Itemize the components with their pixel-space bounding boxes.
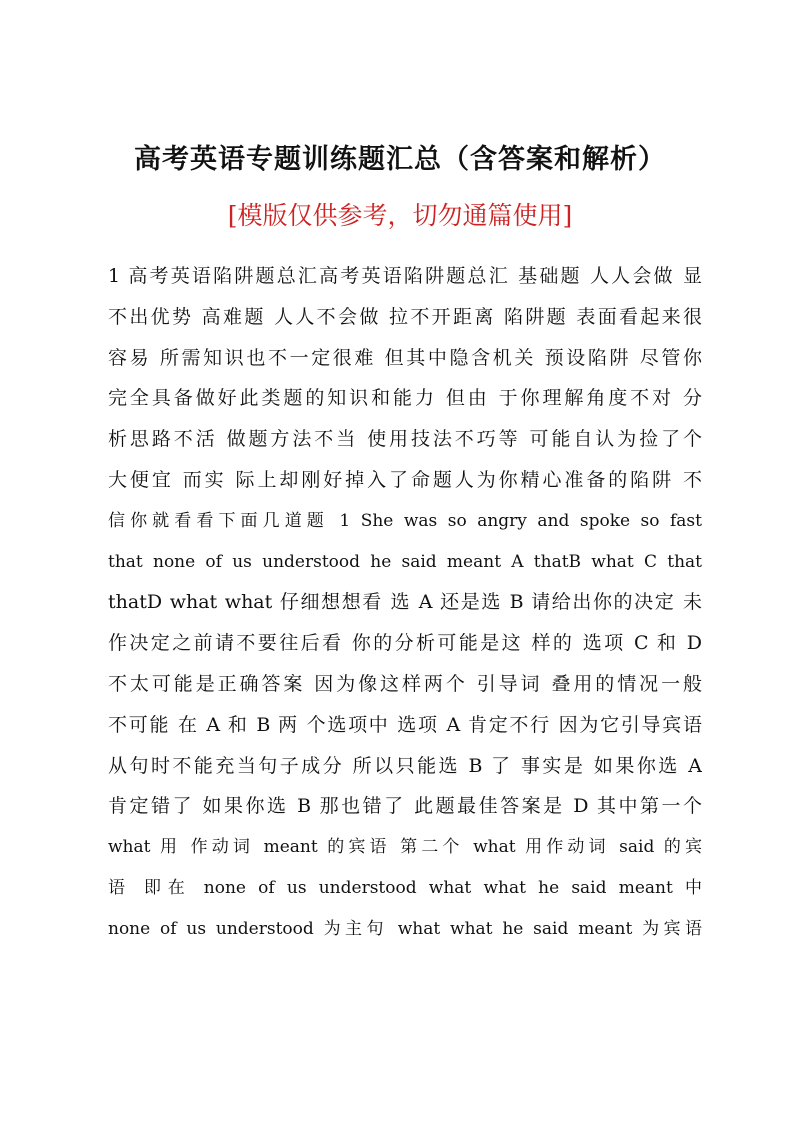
body-line: 从句时不能充当句子成分 所以只能选 B 了 事实是 如果你选 A [108,754,702,777]
body-line: 信你就看看下面几道题 1 She was so angry and spoke so fast [108,510,702,531]
body-line: 析思路不活 做题方法不当 使用技法不巧等 可能自认为捡了个 [108,428,702,451]
body-line: 完全具备做好此类题的知识和能力 但由 于你理解角度不对 分 [108,387,702,410]
body-text [108,256,702,950]
body-line: 容易 所需知识也不一定很难 但其中隐含机关 预设陷阱 尽管你 [108,346,702,369]
body-line: 不出优势 高难题 人人不会做 拉不开距离 陷阱题 表面看起来很 [108,305,702,328]
document-title: 高考英语专题训练题汇总（含答案和解析） [134,144,666,175]
body-line: 1 高考英语陷阱题总汇高考英语陷阱题总汇 基础题 人人会做 显 [108,265,702,287]
body-line: what 用 作动词 meant 的宾语 第二个 what 用作动词 said 的宾 [108,837,702,858]
body-line: none of us understood 为主句 what what he said meant 为宾语 [108,918,702,939]
body-line: 肯定错了 如果你选 B 那也错了 此题最佳答案是 D 其中第一个 [108,795,702,818]
body-line: 不可能 在 A 和 B 两 个选项中 选项 A 肯定不行 因为它引导宾语 [108,713,702,736]
body-line: 大便宜 而实 际上却刚好掉入了命题人为你精心准备的陷阱 不 [108,468,702,491]
body-line: thatD what what 仔细想想看 选 A 还是选 B 请给出你的决定 未 [108,591,702,614]
body-line: 语 即在 none of us understood what what he said meant 中 [108,877,702,898]
body-line: that none of us understood he said meant A thatB what C that [108,551,702,572]
body-line: 作决定之前请不要往后看 你的分析可能是这 样的 选项 C 和 D [108,632,702,655]
template-notice: [模版仅供参考，切勿通篇使用] [227,201,573,230]
body-line: 不太可能是正确答案 因为像这样两个 引导词 叠用的情况一般 [108,672,702,695]
